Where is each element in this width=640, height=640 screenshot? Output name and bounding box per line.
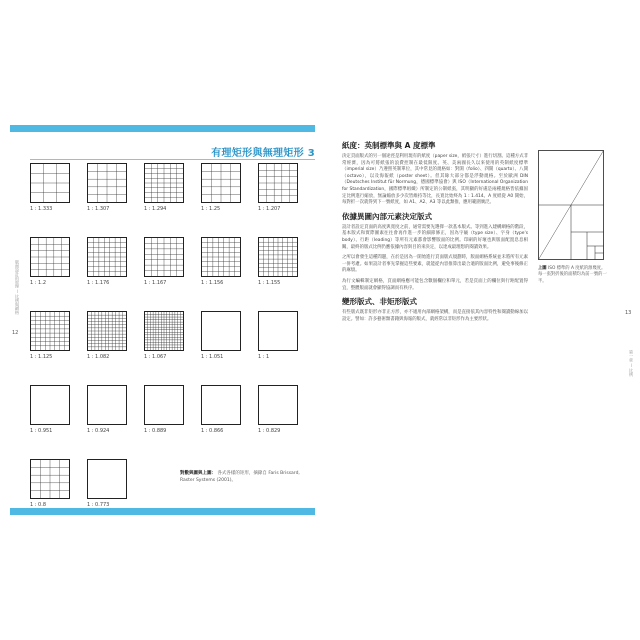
section-heading: 依據異圖內部元素決定版式 xyxy=(342,211,432,221)
grid-lines xyxy=(31,238,69,276)
grid-sample xyxy=(144,237,184,286)
grid-lines xyxy=(31,386,69,424)
grid-lines xyxy=(259,164,297,202)
grid-sample xyxy=(87,459,127,508)
page-title: 有理矩形與無理矩形 3 xyxy=(211,148,315,159)
grid-lines xyxy=(88,312,126,350)
ratio-label: 1 : 1.2 xyxy=(30,280,46,286)
section-2 xyxy=(342,211,528,292)
grid-rectangle xyxy=(258,163,298,203)
ratio-label: 1 : 1.156 xyxy=(201,280,224,286)
grid-sample xyxy=(258,237,298,286)
grid-sample xyxy=(30,459,70,508)
ratio-label: 1 : 0.924 xyxy=(87,428,110,434)
ratio-label: 1 : 1.176 xyxy=(87,280,110,286)
grid-rectangle xyxy=(144,237,184,277)
grid-rectangle xyxy=(30,237,70,277)
grid-rectangle xyxy=(201,385,241,425)
grid-sample xyxy=(144,163,184,212)
grid-lines xyxy=(145,312,183,350)
paragraph: 設計者設定頁面的高度與寬度之前，通常需要先選擇一款基本版式。等到進入建構網格的階段，基本版式和實際圖素往往會再作進一步的細節修正，因為字級（type size）、字身（type's body）、行距（leading）等所有元素都會影響版面的比例。印刷的好壞也與版面配置息息相關，最終的版式比例仍應依據內容與目的來決定，以達成最理想的閱讀效果。 xyxy=(342,224,528,250)
paragraph: 之所以會發生這種問題，在於是因為一開始進行頁面版式規劃時，版面網格系統並未將所有元素一併考慮。如果設計者事先掌握這些要素，就能從內容推算出最合適的版面比例，避免事後修正的麻煩。 xyxy=(342,255,528,274)
grid-sample xyxy=(30,237,70,286)
ratio-label: 1 : 0.773 xyxy=(87,502,110,508)
ratio-label: 1 : 0.8 xyxy=(30,502,46,508)
grid-rectangle xyxy=(87,385,127,425)
grid-sample xyxy=(201,163,241,212)
ratio-label: 1 : 1.125 xyxy=(30,354,53,360)
ratio-label: 1 : 1.067 xyxy=(144,354,167,360)
grid-sample xyxy=(258,385,298,434)
section-heading: 紙度：英制標準與 A 度標準 xyxy=(342,141,436,150)
ratio-label: 1 : 1.25 xyxy=(201,206,221,212)
top-accent-bar xyxy=(10,125,315,132)
caption-bold: 對數與圖與上圖： xyxy=(180,471,216,476)
grid-lines xyxy=(31,312,69,350)
grid-rectangle xyxy=(201,163,241,203)
grid-sample xyxy=(201,311,241,360)
ratio-label: 1 : 0.951 xyxy=(30,428,53,434)
grid-lines xyxy=(31,460,69,498)
grid-lines xyxy=(259,312,297,350)
ratio-label: 1 : 1.155 xyxy=(258,280,281,286)
grid-rectangle xyxy=(30,385,70,425)
grid-rectangle xyxy=(201,237,241,277)
grid-sample xyxy=(87,237,127,286)
grid-lines xyxy=(145,386,183,424)
ratio-label: 1 : 0.829 xyxy=(258,428,281,434)
page-number-right: 13 xyxy=(625,310,632,316)
grid-rectangle xyxy=(144,163,184,203)
grid-rectangle xyxy=(258,385,298,425)
grid-rectangle xyxy=(258,237,298,277)
fig-caption-text: ISO 標準的 A 度紙的源幾度。每一張對折後的面積均為前一號的一半。 xyxy=(538,266,607,284)
grid-lines xyxy=(202,386,240,424)
left-page xyxy=(10,0,320,640)
a-series-diagram xyxy=(538,150,604,260)
page-number-left: 12 xyxy=(12,330,19,336)
grid-lines xyxy=(145,164,183,202)
caption-text: 各式各樣的矩形，摘錄自 Faris Brissard, Raster Systems (2001)。 xyxy=(180,471,300,483)
grid-sample xyxy=(201,385,241,434)
grid-lines xyxy=(202,312,240,350)
grid-lines xyxy=(88,386,126,424)
grid-lines xyxy=(145,238,183,276)
grid-lines xyxy=(202,238,240,276)
grid-sample xyxy=(87,163,127,212)
grid-lines xyxy=(202,164,240,202)
grid-rectangle xyxy=(144,311,184,351)
grid-sample xyxy=(201,237,241,286)
paragraph: 有些版式既非矩形亦非正方形，亦不適用內部網格架構，而是直接依其內容特性和閱讀動線加以設定。譬如：許多藝術類書籍與海報的版式，就經常以非矩形作為主要形狀。 xyxy=(342,310,528,322)
grid-sample xyxy=(87,385,127,434)
grid-sample xyxy=(30,385,70,434)
grid-rectangle xyxy=(30,459,70,499)
grid-lines xyxy=(259,238,297,276)
grid-rectangle xyxy=(30,163,70,203)
ratio-label: 1 : 1.333 xyxy=(30,206,53,212)
grid-rectangle xyxy=(87,237,127,277)
grid-sample xyxy=(258,163,298,212)
ratio-label: 1 : 1.294 xyxy=(144,206,167,212)
grid-rectangle xyxy=(144,385,184,425)
grid-lines xyxy=(88,460,126,498)
bottom-accent-bar xyxy=(10,508,315,515)
grid-lines xyxy=(88,238,126,276)
grid-rectangle xyxy=(87,311,127,351)
grid-sample xyxy=(30,311,70,360)
grid-sample xyxy=(144,311,184,360)
section-3 xyxy=(342,296,528,323)
article-body xyxy=(342,140,528,327)
grid-lines xyxy=(259,386,297,424)
right-page xyxy=(320,0,640,640)
running-side-text-left: 版面設計的原理 — 比例與網格 xyxy=(15,260,20,315)
section-1 xyxy=(342,140,528,207)
ratio-label: 1 : 1 xyxy=(258,354,270,360)
ratio-label: 1 : 0.889 xyxy=(144,428,167,434)
grid-lines xyxy=(31,164,69,202)
ratio-label: 1 : 1.051 xyxy=(201,354,224,360)
figure-caption-right xyxy=(538,266,608,285)
ratio-label: 1 : 1.307 xyxy=(87,206,110,212)
grid-lines xyxy=(88,164,126,202)
grid-rectangle xyxy=(87,163,127,203)
ratio-label: 1 : 0.866 xyxy=(201,428,224,434)
title-rule xyxy=(30,159,315,160)
ratio-label: 1 : 1.167 xyxy=(144,280,167,286)
grid-rectangle xyxy=(201,311,241,351)
running-side-text-right: 第一章 — 比例 xyxy=(629,350,634,377)
section-heading: 變形版式、非矩形版式 xyxy=(342,297,417,307)
grid-sample xyxy=(87,311,127,360)
grid-sample xyxy=(30,163,70,212)
fig-caption-bold: 上圖 xyxy=(538,266,547,271)
paragraph: 決定頁面版式的另一個途徑是利用現有的紙度（paper size，紙張尺寸）進行切割。這種方式非常經濟，因為可將紙張的浪費控制在最低限度。英、美兩國長久以來使用的英制紙度標準（imperial size）乃遵照英制單位，其中常見的規格如：對開（folio）、四開（quarto）、八開（octavo），以及海報紙（poster sheet）。但其餘大部分都是浮動規格。至於歐洲 DIN（Deutsches Institut für Normung，德國標準協會）與 ISO（International Organization for Standardization，國際標準組織）所制定的公制紙張，其明顯的好處是兩種規格皆依據固定比例進行縮放，無論縮放多少次皆維持等比，長寬比始終為 1 : 1.414。A 度紙從 A0 開始，每對折一次就得到下一號紙度，如 A1、A2、A3 等以此類推，應用範圍廣泛。 xyxy=(342,154,528,206)
paragraph: 為行文編輯制定網格，頁面網格應可能包含數個欄位和單元，若是頁面上的欄位與行距配置得宜，整體版面就會顯得協調而有秩序。 xyxy=(342,278,528,291)
grid-rectangle xyxy=(258,311,298,351)
grid-sample xyxy=(144,385,184,434)
grid-rectangle xyxy=(30,311,70,351)
figure-caption-left xyxy=(180,470,310,484)
grid-sample xyxy=(258,311,298,360)
grid-rectangle xyxy=(87,459,127,499)
ratio-label: 1 : 1.082 xyxy=(87,354,110,360)
ratio-label: 1 : 1.207 xyxy=(258,206,281,212)
